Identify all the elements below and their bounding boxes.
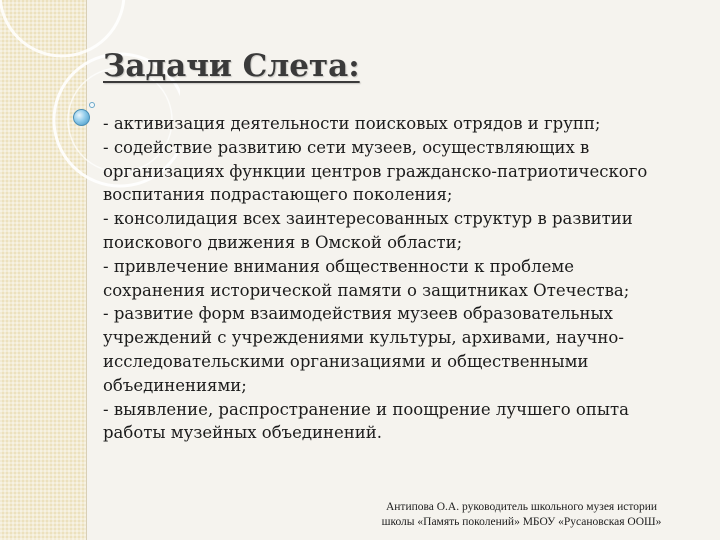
body-line: учреждений с учреждениями культуры, архивами, научно- <box>103 328 624 348</box>
body-line: исследовательскими организациями и общественными <box>103 351 589 371</box>
body-line: поискового движения в Омской области; <box>103 232 463 252</box>
body-line: сохранения исторической памяти о защитниках Отечества; <box>103 280 630 300</box>
body-line: работы музейных объединений. <box>103 423 383 443</box>
body-line: - привлечение внимания общественности к проблеме <box>103 256 574 276</box>
body-line: организациях функции центров гражданско-патриотического <box>103 161 648 181</box>
body-line: - консолидация всех заинтересованных структур в развитии <box>103 209 633 229</box>
slide-body <box>103 112 695 445</box>
author-credit-line: школы «Память поколений» МБОУ «Русановская ООШ» <box>381 516 662 528</box>
small-circle-bullet-icon <box>89 102 95 108</box>
body-line: объединениями; <box>103 375 247 395</box>
body-line: воспитания подрастающего поколения; <box>103 185 453 205</box>
slide-title: Задачи Слета: <box>103 48 360 84</box>
author-credit-line: Антипова О.А. руководитель школьного музея истории <box>385 501 658 513</box>
body-line: - развитие форм взаимодействия музеев образовательных <box>103 304 613 324</box>
body-line: - выявление, распространение и поощрение лучшего опыта <box>103 399 629 419</box>
body-line: - активизация деятельности поисковых отрядов и групп; <box>103 114 601 133</box>
blue-circle-bullet-icon <box>73 109 90 126</box>
author-credit <box>330 500 713 530</box>
body-line: - содействие развитию сети музеев, осуществляющих в <box>103 137 590 157</box>
